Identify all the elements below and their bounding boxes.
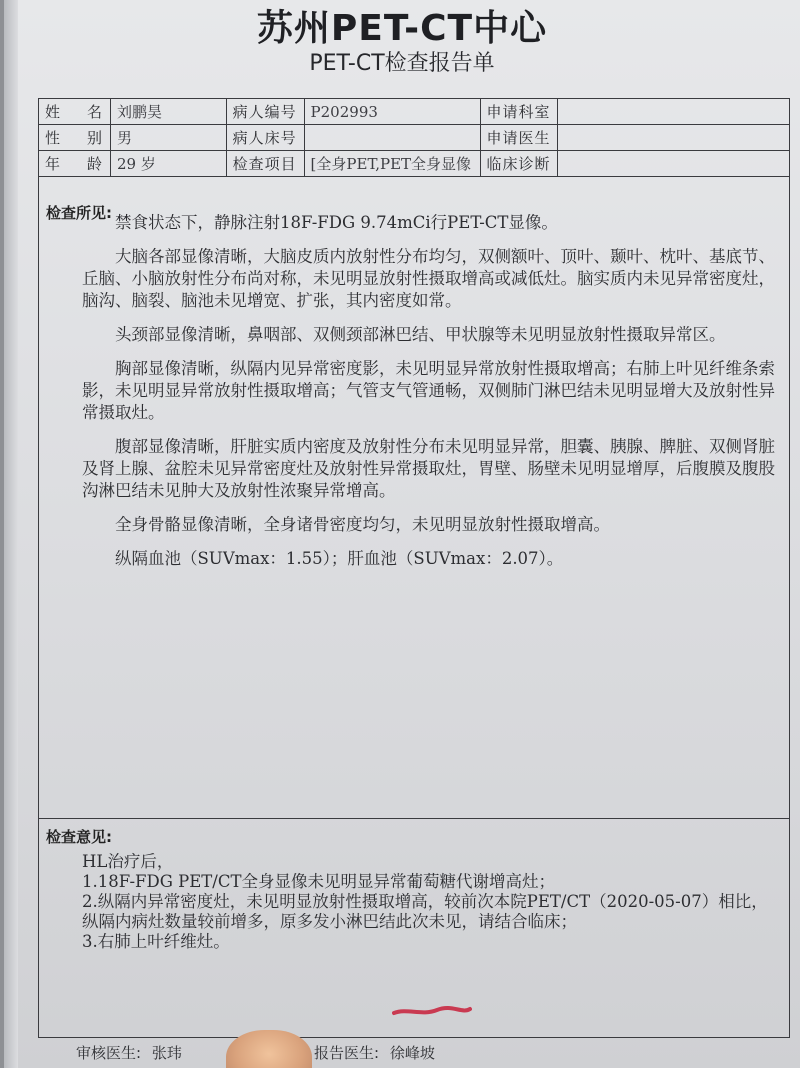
age-label-text: 年 龄 — [45, 155, 103, 173]
patient-info-table — [38, 98, 790, 177]
report-page — [4, 0, 800, 1068]
report-subtitle: PET-CT检查报告单 — [309, 51, 495, 76]
patient-id-value: P202993 — [304, 99, 480, 125]
reviewer-signature — [76, 1042, 182, 1063]
findings-title: 检查所见: — [46, 204, 112, 222]
diagnosis-label: 临床诊断 — [480, 151, 557, 177]
findings-paragraph: 大脑各部显像清晰，大脑皮质内放射性分布均匀，双侧额叶、顶叶、颞叶、枕叶、基底节、丘脑、小脑放射性分布尚对称，未见明显放射性摄取增高或减低灶。脑实质内未见异常密度灶，脑沟、脑裂、脑池未见增宽、扩张，其内密度如常。 — [82, 247, 775, 310]
opinion-line: 3.右肺上叶纤维灶。 — [82, 932, 230, 951]
name-value: 刘鹏昊 — [110, 99, 226, 125]
gender-label — [39, 125, 111, 151]
bed-label: 病人床号 — [226, 125, 304, 151]
bed-value — [304, 125, 480, 151]
name-label — [39, 99, 111, 125]
reporter-name: 徐峰坡 — [389, 1044, 435, 1062]
findings-paragraph: 胸部显像清晰，纵隔内见异常密度影，未见明显异常放射性摄取增高；右肺上叶见纤维条索影，未见明显异常放射性摄取增高；气管支气管通畅，双侧肺门淋巴结未见明显增大及放射性异常摄取灶。 — [82, 359, 775, 422]
report-title: 苏州PET-CT中心 — [256, 8, 548, 49]
reporter-signature — [314, 1042, 435, 1063]
findings-paragraph: 纵隔血池（SUVmax：1.55）；肝血池（SUVmax：2.07）。 — [115, 549, 564, 568]
findings-body — [82, 212, 782, 582]
reviewer-name: 张玮 — [151, 1044, 182, 1062]
diagnosis-value — [557, 151, 789, 177]
findings-paragraph: 禁食状态下，静脉注射18F-FDG 9.74mCi行PET-CT显像。 — [115, 213, 558, 232]
patient-id-label: 病人编号 — [226, 99, 304, 125]
exam-value: [全身PET,PET全身显像 — [304, 151, 480, 177]
findings-paragraph: 全身骨骼显像清晰，全身诸骨密度均匀，未见明显放射性摄取增高。 — [115, 515, 610, 534]
department-label: 申请科室 — [480, 99, 557, 125]
exam-label: 检查项目 — [226, 151, 304, 177]
gender-value: 男 — [110, 125, 226, 151]
section-divider — [38, 818, 790, 819]
opinion-line: 1.18F-FDG PET/CT全身显像未见明显异常葡萄糖代谢增高灶； — [82, 872, 555, 891]
age-label — [39, 151, 111, 177]
reporter-label: 报告医生: — [314, 1044, 380, 1062]
age-value: 29 岁 — [110, 151, 226, 177]
findings-paragraph: 腹部显像清晰，肝脏实质内密度及放射性分布未见明显异常，胆囊、胰腺、脾脏、双侧肾脏及肾上腺、盆腔未见异常密度灶及放射性异常摄取灶，胃壁、肠壁未见明显增厚，后腹膜及腹股沟淋巴结未见肿大及放射性浓聚异常增高。 — [82, 437, 775, 500]
department-value — [557, 99, 789, 125]
reviewer-label: 审核医生: — [76, 1044, 142, 1062]
opinion-line: 2.纵隔内异常密度灶，未见明显放射性摄取增高，较前次本院PET/CT（2020-05-07）相比，纵隔内病灶数量较前增多，原多发小淋巴结此次未见，请结合临床； — [82, 892, 768, 931]
name-label-text: 姓 名 — [45, 103, 103, 121]
page-edge-shadow — [4, 0, 18, 1068]
opinion-line: HL治疗后， — [82, 852, 174, 871]
findings-paragraph: 头颈部显像清晰，鼻咽部、双侧颈部淋巴结、甲状腺等未见明显放射性摄取异常区。 — [115, 325, 726, 344]
red-stamp-mark — [392, 1004, 472, 1018]
gender-label-text: 性 别 — [45, 129, 103, 147]
opinion-title: 检查意见: — [46, 828, 112, 846]
requesting-doctor-label: 申请医生 — [480, 125, 557, 151]
opinion-body — [82, 852, 782, 952]
requesting-doctor-value — [557, 125, 789, 151]
